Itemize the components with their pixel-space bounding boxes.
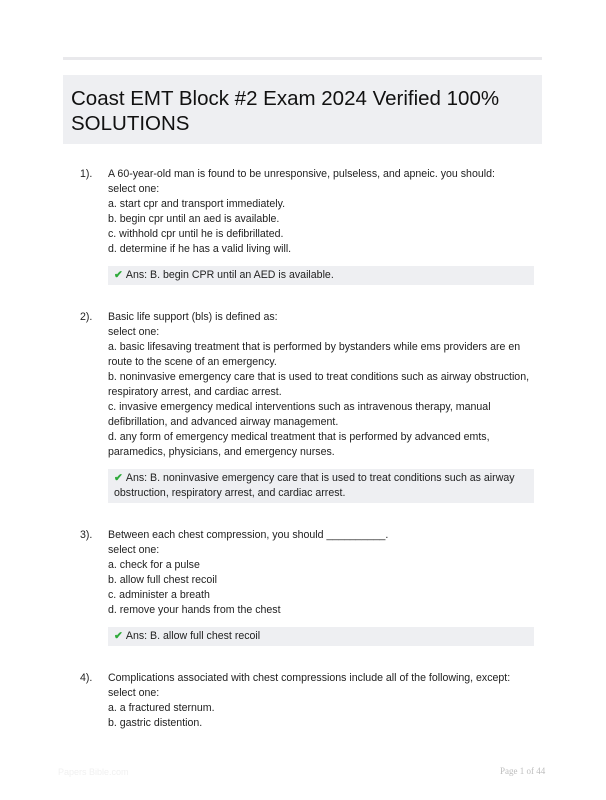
question-number: 4).: [80, 672, 93, 684]
option-b: b. begin cpr until an aed is available.: [108, 213, 280, 225]
select-one-label: select one:: [108, 326, 160, 338]
title-line-1: Coast EMT Block #2 Exam 2024 Verified 100%: [71, 87, 500, 110]
question-text: Complications associated with chest compressions include all of the following, except:: [108, 672, 511, 684]
top-divider: [63, 57, 542, 60]
option-a: a. check for a pulse: [108, 559, 200, 571]
answer-text: Ans: B. noninvasive emergency care that is used to treat conditions such as airway obstruction, respiratory arrest, and cardiac arrest.: [114, 472, 515, 499]
question-4: [80, 671, 540, 731]
question-number: 2).: [80, 311, 93, 323]
check-icon: ✔: [114, 269, 123, 281]
select-one-label: select one:: [108, 544, 160, 556]
option-a: a. basic lifesaving treatment that is performed by bystanders while ems providers are en route to the scene of an emergency.: [108, 341, 521, 368]
answer-box: [108, 627, 534, 646]
option-b: b. gastric distention.: [108, 717, 203, 729]
question-number: 1).: [80, 168, 93, 180]
check-icon: ✔: [114, 472, 123, 484]
question-3: [80, 528, 540, 646]
option-d: d. any form of emergency medical treatment that is performed by advanced emts, paramedics, physicians, and emergency nurses.: [108, 431, 490, 458]
answer-text: Ans: B. allow full chest recoil: [125, 630, 261, 642]
answer-box: [108, 469, 534, 503]
title-banner: [63, 75, 542, 144]
answer-text: Ans: B. begin CPR until an AED is available.: [125, 269, 334, 281]
option-c: c. withhold cpr until he is defibrillated.: [108, 228, 284, 240]
question-text: Between each chest compression, you should __________.: [108, 529, 389, 541]
option-a: a. start cpr and transport immediately.: [108, 198, 286, 210]
option-d: d. remove your hands from the chest: [108, 604, 281, 616]
title-line-2: SOLUTIONS: [71, 112, 190, 135]
option-d: d. determine if he has a valid living will.: [108, 243, 292, 255]
option-b: b. allow full chest recoil: [108, 574, 217, 586]
question-2: [80, 310, 540, 503]
select-one-label: select one:: [108, 687, 160, 699]
page-number: Page 1 of 44: [500, 766, 546, 776]
footer-watermark: Papers Bible.com: [58, 767, 129, 777]
option-b: b. noninvasive emergency care that is used to treat conditions such as airway obstruction, respiratory arrest, and cardiac arrest.: [108, 371, 530, 398]
question-text: A 60-year-old man is found to be unresponsive, pulseless, and apneic. you should:: [108, 168, 495, 180]
document-title: [71, 86, 534, 136]
question-1: [80, 167, 540, 285]
answer-box: [108, 266, 534, 285]
question-text: Basic life support (bls) is defined as:: [108, 311, 278, 323]
option-a: a. a fractured sternum.: [108, 702, 215, 714]
option-c: c. invasive emergency medical interventions such as intravenous therapy, manual defibrillation, and advanced airway management.: [108, 401, 491, 428]
question-number: 3).: [80, 529, 93, 541]
option-c: c. administer a breath: [108, 589, 210, 601]
check-icon: ✔: [114, 630, 123, 642]
select-one-label: select one:: [108, 183, 160, 195]
